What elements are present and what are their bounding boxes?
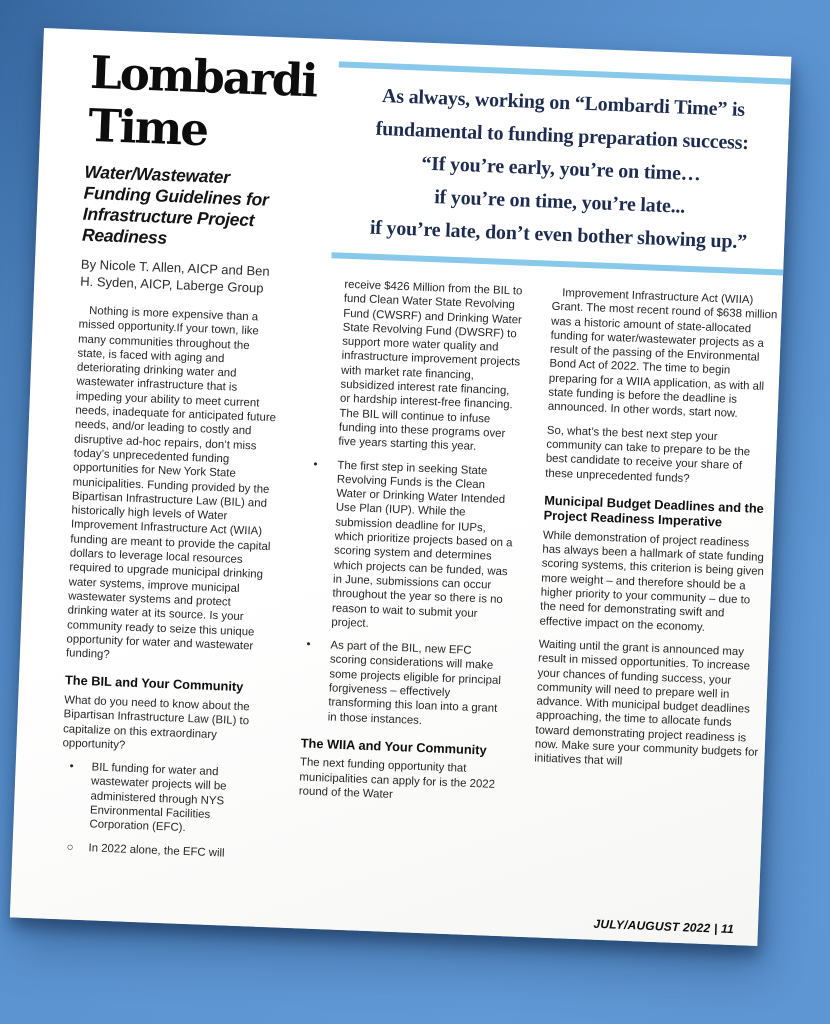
column-2 [298, 277, 525, 816]
bullet-scoring: As part of the BIL, new EFC scoring considerations will make some projects eligible for principal forgiveness – effectively transforming this loan into a grant in those instances. [327, 639, 502, 727]
bullet-first-step: The first step in seeking State Revolving Funds is the Clean Water or Drinking Water Intended Use Plan (IUP). While the submission deadline for IUPs, which prioritize projects based on a scoring system and determines which projects can be funded, was in June, submissions can occur throughout the year so there is no reason to wait to submit your project. [331, 459, 513, 630]
heading-wiia-community: The WIIA and Your Community [300, 735, 487, 758]
open-bullet-icon: ○ [66, 841, 74, 854]
bullet-icon: • [69, 760, 74, 773]
heading-bil-community: The BIL and Your Community [64, 672, 244, 695]
quote-line: As always, working on “Lombardi Time” is [381, 85, 746, 121]
bil-lead-paragraph: What do you need to know about the Bipartisan Infrastructure Law (BIL) to capitalize on this extraordinary opportunity? [62, 694, 250, 752]
column-3 [534, 286, 779, 784]
article-title-line2: Time [87, 98, 209, 157]
quote-line: “If you’re early, you’re on time… [421, 152, 701, 186]
efc-continuation-paragraph: receive $426 Million from the BIL to fund Clean Water State Revolving Fund (CWSRF) and Drinking Water State Revolving Fund (DWSRF) to support more water quality and infrastructure improvement projects with market rate financing, subsidized interest rate financing, or hardship interest-free financing. The BIL will continue to infuse funding into these programs over five years starting this year. [338, 278, 523, 454]
bullet-icon: • [313, 458, 318, 471]
quote-line: if you’re on time, you’re late... [433, 186, 686, 218]
bullet-2022-efc: In 2022 alone, the EFC will [88, 841, 225, 860]
list-item [58, 840, 260, 862]
wiia-lead-paragraph: The next funding opportunity that municipalities can apply for is the 2022 round of the Water [298, 756, 496, 801]
heading-municipal-budget: Municipal Budget Deadlines and the Project Readiness Imperative [543, 492, 765, 530]
readiness-paragraph: While demonstration of project readiness has always been a hallmark of state funding scoring systems, this criterion is being given more weight – and therefore should be a higher priority to your community – due to the need for demonstrating swift and effective impact on the economy. [539, 529, 765, 634]
magazine-page [10, 28, 792, 946]
page-number-footer: JULY/AUGUST 2022 | 11 [593, 916, 735, 937]
column-1 [58, 45, 318, 871]
quote-line: fundamental to funding preparation success: [375, 117, 750, 155]
article-subtitle: Water/Wastewater Funding Guidelines for Infrastructure Project Readiness [81, 161, 269, 248]
list-item [301, 638, 511, 732]
bullet-bil-funding: BIL funding for water and wastewater projects will be administered through NYS Environmental Facilities Corporation (EFC). [89, 761, 227, 835]
intro-paragraph: Nothing is more expensive than a missed opportunity.If your town, like many communities throughout the state, is faced with aging and deteriorating drinking water and wastewater infrastructure that is impeding your ability to meet current needs, inadequate for anticipated future needs, and/or leading to costly and disruptive ad-hoc repairs, don’t miss today’s unprecedented funding opportunities for New York State municipalities. Funding provided by the Bipartisan Infrastructure Law (BIL) and historically high levels of Water Improvement Infrastructure Act (WIIA) funding are meant to provide the capital dollars to leverage local resources required to upgrade municipal drinking water systems, improve municipal wastewater systems and protect drinking water at its source. Is your community ready to seize this unique opportunity for water and wastewater funding? [65, 304, 277, 662]
next-step-paragraph: So, what’s the best next step your community can take to prepare to be the best candidate to receive your share of these unprecedented funds? [545, 424, 751, 485]
quote-text [332, 67, 791, 269]
bullet-icon: • [306, 638, 311, 651]
article-title-line1: Lombardi [89, 45, 318, 108]
list-item [59, 759, 264, 838]
article-title [87, 45, 318, 160]
waiting-paragraph: Waiting until the grant is announced may result in missed opportunities. To increase your chances of funding success, your community will need to prepare well in advance. With municipal budget deadlines approaching, the time to allocate funds toward demonstrating project readiness is now. Make sure your community budgets for initiatives that will [534, 638, 759, 769]
byline: By Nicole T. Allen, AICP and Ben H. Syden, AICP, Laberge Group [80, 256, 270, 296]
pull-quote [331, 61, 790, 275]
wiia-grant-paragraph: Improvement Infrastructure Act (WIIA) Grant. The most recent round of $638 million was a historic amount of state-allocated funding for water/wastewater projects as a result of the passing of the Environmental Bond Act of 2022. The time to begin preparing for a WIIA application, as with all state funding is before the deadline is announced. In other words, start now. [547, 287, 778, 421]
list-item [305, 457, 518, 636]
quote-line: if you’re late, don’t even bother showing up.” [369, 216, 748, 254]
